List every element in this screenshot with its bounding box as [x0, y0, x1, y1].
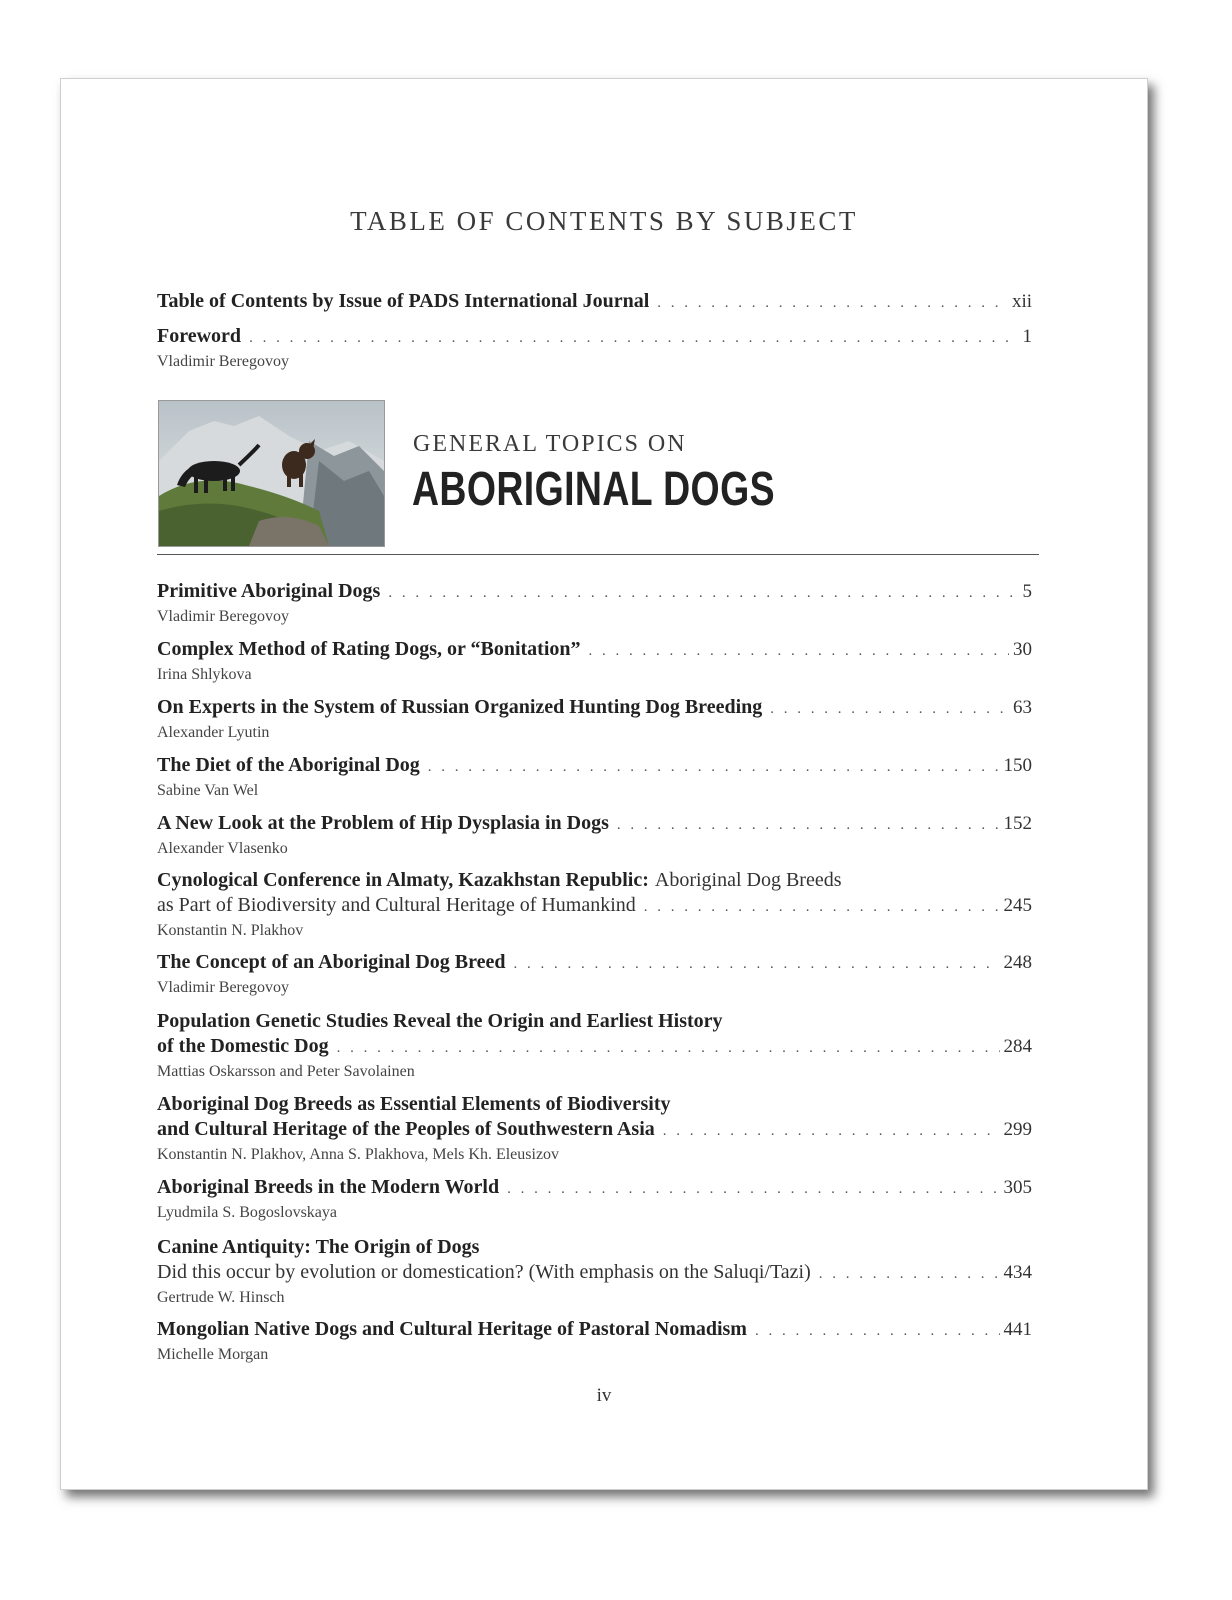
toc-entry[interactable] [157, 1235, 1032, 1308]
dot-leader [388, 581, 1018, 606]
toc-entry[interactable] [157, 950, 1032, 998]
toc-entry[interactable] [157, 1009, 1032, 1082]
entry-page: 1 [1022, 326, 1032, 347]
entry-page: 441 [1003, 1319, 1032, 1340]
toc-entry[interactable] [157, 1175, 1032, 1223]
page-number: iv [596, 1385, 612, 1406]
entry-title: Complex Method of Rating Dogs, or “Bonitation” [157, 638, 581, 660]
section-divider [157, 554, 1039, 555]
entry-page: 5 [1022, 581, 1032, 602]
entry-title: Cynological Conference in Almaty, Kazakhstan Republic: [157, 869, 649, 891]
toc-entry[interactable] [157, 324, 1032, 372]
dot-leader [249, 326, 1018, 351]
dot-leader [428, 755, 1000, 780]
dot-leader [337, 1036, 1000, 1061]
section-photo [158, 400, 385, 547]
entry-title-cont: of the Domestic Dog [157, 1035, 329, 1057]
dot-leader [644, 895, 1000, 920]
toc-entry[interactable] [157, 1317, 1032, 1365]
entry-title: Aboriginal Breeds in the Modern World [157, 1176, 500, 1198]
document-page [60, 78, 1148, 1490]
dot-leader [663, 1119, 1000, 1144]
entry-page: 248 [1003, 952, 1032, 973]
toc-entry[interactable] [157, 289, 1032, 316]
entry-title: Population Genetic Studies Reveal the Origin and Earliest History [157, 1010, 723, 1032]
entry-title: Mongolian Native Dogs and Cultural Heritage of Pastoral Nomadism [157, 1318, 747, 1340]
entry-author: Irina Shlykova [157, 666, 252, 683]
entry-subtitle-cont: as Part of Biodiversity and Cultural Heritage of Humankind [157, 894, 636, 916]
dot-leader [755, 1319, 1000, 1344]
entry-author: Sabine Van Wel [157, 782, 259, 799]
entry-author: Alexander Lyutin [157, 724, 270, 741]
entry-author: Vladimir Beregovoy [157, 608, 289, 625]
toc-entry[interactable] [157, 579, 1032, 627]
entry-page: 30 [1013, 639, 1032, 660]
entry-page: 245 [1003, 895, 1032, 916]
entry-author: Alexander Vlasenko [157, 840, 288, 857]
dot-leader [589, 639, 1009, 664]
entry-title: The Concept of an Aboriginal Dog Breed [157, 951, 506, 973]
entry-title: The Diet of the Aboriginal Dog [157, 754, 420, 776]
entry-page: 284 [1003, 1036, 1032, 1057]
entry-page: 152 [1003, 813, 1032, 834]
entry-author: Lyudmila S. Bogoslovskaya [157, 1204, 337, 1221]
toc-entry[interactable] [157, 1092, 1032, 1165]
entry-page: xii [1011, 291, 1032, 312]
dot-leader [819, 1262, 1000, 1287]
entry-author: Konstantin N. Plakhov [157, 922, 304, 939]
entry-subtitle: Aboriginal Dog Breeds [654, 869, 842, 891]
entry-title: Primitive Aboriginal Dogs [157, 580, 381, 602]
toc-entry[interactable] [157, 868, 1032, 941]
entry-title: Aboriginal Dog Breeds as Essential Elements of Biodiversity [157, 1093, 671, 1115]
toc-entry[interactable] [157, 637, 1032, 685]
entry-author: Konstantin N. Plakhov, Anna S. Plakhova, Mels Kh. Eleusizov [157, 1146, 560, 1163]
entry-subtitle: Did this occur by evolution or domestication? (With emphasis on the Saluqi/Tazi) [157, 1261, 811, 1283]
entry-title: Foreword [157, 325, 242, 347]
entry-title: Canine Antiquity: The Origin of Dogs [157, 1236, 480, 1258]
entry-author: Gertrude W. Hinsch [157, 1289, 285, 1306]
toc-entry[interactable] [157, 811, 1032, 859]
section-title: ABORIGINAL DOGS [412, 463, 775, 516]
dot-leader [657, 291, 1008, 316]
entry-page: 434 [1003, 1262, 1032, 1283]
entry-author: Michelle Morgan [157, 1346, 269, 1363]
entry-title: On Experts in the System of Russian Organized Hunting Dog Breeding [157, 696, 763, 718]
dot-leader [770, 697, 1009, 722]
section-kicker: GENERAL TOPICS ON [413, 431, 687, 457]
toc-entry[interactable] [157, 695, 1032, 743]
entry-title-cont: and Cultural Heritage of the Peoples of Southwestern Asia [157, 1118, 655, 1140]
entry-author: Vladimir Beregovoy [157, 353, 289, 370]
entry-page: 305 [1003, 1177, 1032, 1198]
dot-leader [507, 1177, 999, 1202]
entry-title: Table of Contents by Issue of PADS International Journal [157, 290, 650, 312]
dot-leader [617, 813, 1000, 838]
entry-page: 63 [1013, 697, 1032, 718]
entry-title: A New Look at the Problem of Hip Dysplasia in Dogs [157, 812, 609, 834]
entry-page: 299 [1003, 1119, 1032, 1140]
entry-author: Vladimir Beregovoy [157, 979, 289, 996]
entry-author: Mattias Oskarsson and Peter Savolainen [157, 1063, 415, 1080]
dot-leader [514, 952, 1000, 977]
toc-entry[interactable] [157, 753, 1032, 801]
entry-page: 150 [1003, 755, 1032, 776]
page-title: TABLE OF CONTENTS BY SUBJECT [350, 206, 858, 236]
